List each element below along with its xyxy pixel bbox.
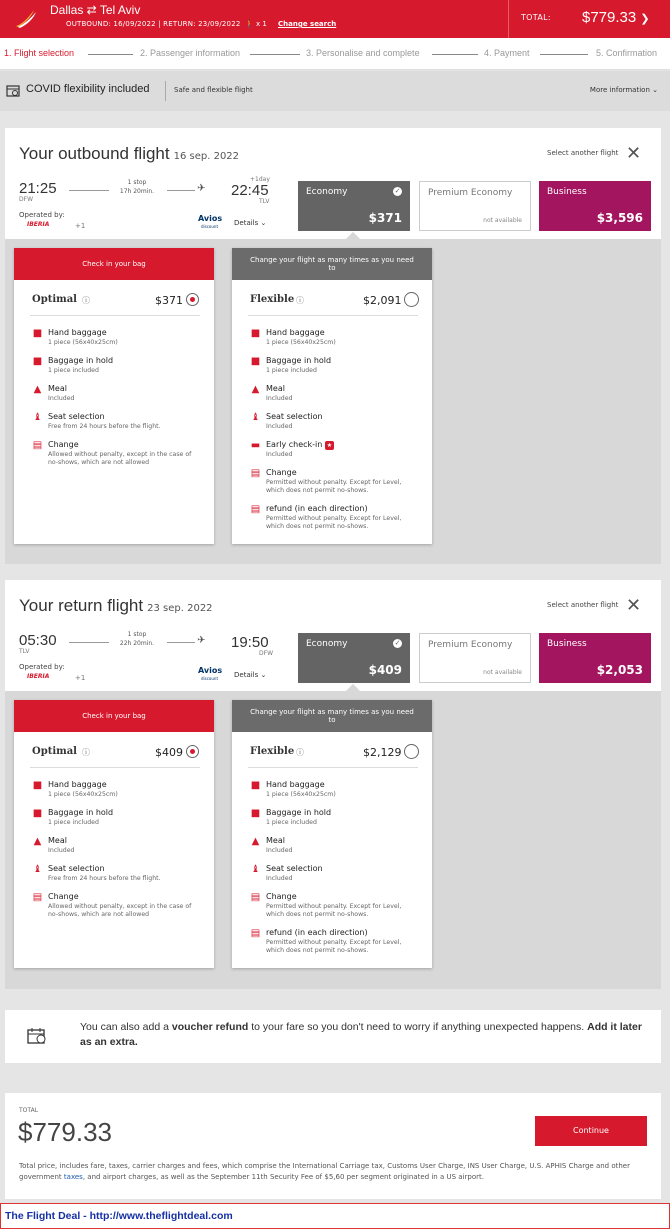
step-connector [432, 54, 478, 55]
outbound-title [19, 144, 239, 164]
price-note-post: , and airport charges, as well as the September 11th Security Fee of $5,60 per segment originated in a US airport. [82, 1172, 484, 1181]
taxes-link[interactable]: taxes [63, 1172, 83, 1181]
flexible-option-card[interactable] [232, 248, 432, 544]
details-link[interactable] [234, 671, 266, 679]
close-icon[interactable]: ✕ [626, 595, 642, 616]
hold-baggage-icon: ■ [250, 808, 261, 819]
meal-icon: ▲ [251, 384, 260, 395]
radio-selected[interactable] [186, 293, 199, 306]
add-later-highlight: Add it later as an extra. [80, 1021, 642, 1049]
voucher-text-pre: You can also add a [80, 1021, 172, 1033]
info-icon[interactable]: ⓘ [82, 296, 90, 305]
change-search-link[interactable]: Change search [278, 20, 337, 28]
early-checkin-icon: ▬ [250, 440, 261, 451]
footer-text[interactable]: The Flight Deal - http://www.theflightdeal.com [5, 1210, 233, 1222]
feature-title: Baggage in hold [48, 808, 114, 817]
feature-sub: Included [266, 395, 293, 402]
check-icon: ✓ [394, 639, 401, 647]
fare-business[interactable] [539, 181, 651, 231]
fare-name: Business [547, 187, 587, 197]
feature-title: Hand baggage [266, 780, 325, 789]
option-name: Flexible [250, 294, 295, 305]
fare-economy[interactable] [298, 181, 410, 231]
fare-price: $409 [368, 663, 402, 677]
passenger-count [245, 20, 267, 28]
option-banner: Change your flight as many times as you need to [232, 248, 432, 280]
option-name: Optimal [32, 746, 77, 757]
hand-baggage-icon: ■ [32, 780, 43, 791]
avios-logo: Avios [198, 666, 223, 675]
change-calendar-icon: ▤ [32, 440, 43, 451]
voucher-refund-banner [5, 1010, 661, 1063]
step-personalise: 3. Personalise and complete [306, 48, 420, 58]
fare-name: Economy [306, 639, 348, 649]
footer-banner [0, 1203, 670, 1229]
feature-sub: 1 piece (56x40x25cm) [266, 791, 336, 798]
feature-sub: Permitted without penalty. Except for Level, which does not permit no-shows. [266, 479, 402, 495]
feature-title: Hand baggage [48, 780, 107, 789]
covid-divider [165, 81, 166, 101]
return-date: 23 sep. 2022 [147, 603, 213, 614]
calendar-icon [6, 84, 20, 97]
option-name: Flexible [250, 746, 295, 757]
outbound-flight-card [5, 128, 661, 239]
step-flight-selection: 1. Flight selection [4, 48, 75, 58]
details-label: Details [234, 671, 259, 679]
feature-title: Seat selection [48, 864, 105, 873]
feature-sub: Free from 24 hours before the flight. [48, 875, 161, 882]
refund-calendar-icon: ▤ [250, 928, 261, 939]
change-calendar-icon: ▤ [32, 892, 43, 903]
return-fare-options [5, 691, 661, 989]
feature-sub: Permitted without penalty. Except for Level, which does not permit no-shows. [266, 939, 402, 955]
total-section [5, 1093, 661, 1199]
duration: 22h 20min. [119, 640, 155, 647]
feature-title: Change [266, 892, 297, 901]
radio-selected[interactable] [186, 745, 199, 758]
option-name: Optimal [32, 294, 77, 305]
fare-price: not available [483, 217, 522, 224]
meal-icon: ▲ [251, 836, 260, 847]
optimal-option-card[interactable] [14, 248, 214, 544]
seat-icon: ♝ [33, 412, 42, 423]
feature-title: Baggage in hold [266, 808, 332, 817]
carrier-more: +1 [75, 222, 86, 230]
trip-dates: OUTBOUND: 16/09/2022 | RETURN: 23/09/2022 [66, 20, 241, 28]
iberia-logo [12, 6, 40, 30]
fare-name: Economy [306, 187, 348, 197]
feature-title [266, 440, 334, 450]
outbound-title-text: Your outbound flight [19, 144, 170, 163]
feature-sub: 1 piece (56x40x25cm) [48, 791, 118, 798]
feature-sub: Allowed without penalty, except in the case of no-shows, which are not allowed [48, 451, 192, 467]
fare-price: $2,053 [596, 663, 643, 677]
arrival-code: DFW [259, 650, 274, 657]
hand-baggage-icon: ■ [32, 328, 43, 339]
feature-title: Change [48, 892, 79, 901]
divider [248, 315, 418, 316]
feature-title: Hand baggage [48, 328, 107, 337]
feature-sub: Free from 24 hours before the flight. [48, 423, 161, 430]
step-connector [88, 54, 133, 55]
feature-title: refund (in each direction) [266, 504, 368, 513]
departure-time: 21:25 [19, 180, 57, 197]
fare-name: Premium Economy [428, 188, 513, 198]
feature-title: Seat selection [266, 864, 323, 873]
total-price: $779.33 [18, 1117, 112, 1147]
option-price: $2,091 [363, 294, 402, 307]
chevron-down-icon: ⌄ [260, 219, 267, 227]
timeline-line [69, 642, 109, 643]
select-another-flight-link[interactable]: Select another flight [547, 149, 619, 157]
carrier-more: +1 [75, 674, 86, 682]
option-banner: Change your flight as many times as you need to [232, 700, 432, 732]
avios-discount: discount [201, 224, 219, 229]
timeline-line [167, 190, 195, 191]
hold-baggage-icon: ■ [250, 356, 261, 367]
hand-baggage-icon: ■ [250, 328, 261, 339]
fare-economy[interactable] [298, 633, 410, 683]
iberia-carrier-logo: IBERIA [27, 221, 50, 228]
voucher-text [80, 1020, 650, 1050]
total-label: TOTAL: [521, 13, 551, 22]
step-payment: 4. Payment [484, 48, 530, 58]
feature-sub: 1 piece included [266, 367, 317, 374]
divider [30, 767, 200, 768]
option-banner: Check in your bag [14, 700, 214, 732]
feature-sub: Included [266, 847, 293, 854]
feature-title: Meal [48, 836, 67, 845]
hold-baggage-icon: ■ [32, 808, 43, 819]
option-price: $2,129 [363, 746, 402, 759]
meal-icon: ▲ [33, 384, 42, 395]
change-calendar-icon: ▤ [250, 468, 261, 479]
feature-title: refund (in each direction) [266, 928, 368, 937]
feature-sub: 1 piece included [48, 819, 99, 826]
option-price: $371 [155, 294, 183, 307]
total-value-text: $779.33 [582, 9, 637, 26]
feature-title: Change [266, 468, 297, 477]
voucher-refund-highlight: voucher refund [171, 1021, 249, 1033]
departure-code: TLV [19, 648, 30, 655]
covid-title: COVID flexibility included [26, 83, 150, 95]
feature-sub: Included [48, 395, 75, 402]
seat-icon: ♝ [251, 864, 260, 875]
feature-title: Baggage in hold [48, 356, 114, 365]
fare-price: $3,596 [596, 211, 643, 225]
plane-icon: ✈ [197, 183, 206, 194]
info-icon[interactable]: ⓘ [296, 296, 304, 305]
price-note-pre: Total price, includes fare, taxes, carrier charges and fees, which comprise the International Carriage tax, Customs User Charge, INS User Charge, U.S. APHIS Charge and other government [19, 1162, 630, 1181]
feature-sub: Included [266, 875, 293, 882]
feature-title: Seat selection [266, 412, 323, 421]
departure-code: DFW [19, 196, 34, 203]
calendar-clock-icon [27, 1027, 47, 1045]
info-icon[interactable]: ⓘ [296, 748, 304, 757]
feature-title: Change [48, 440, 79, 449]
top-header [0, 0, 670, 38]
optimal-option-card[interactable] [14, 700, 214, 968]
check-icon: ✓ [394, 187, 401, 195]
hand-baggage-icon: ■ [250, 780, 261, 791]
fare-name: Business [547, 639, 587, 649]
feature-title: Meal [266, 384, 285, 393]
step-confirmation: 5. Confirmation [596, 48, 658, 58]
passenger-count-value: x 1 [255, 20, 267, 28]
step-connector [540, 54, 588, 55]
step-connector [250, 54, 300, 55]
avios-logo: Avios [198, 214, 223, 223]
fare-price: not available [483, 669, 522, 676]
change-calendar-icon: ▤ [250, 892, 261, 903]
star-badge-icon: ★ [326, 442, 333, 449]
operated-by: Operated by: [19, 211, 65, 219]
feature-sub: Included [266, 451, 293, 458]
return-title-text: Your return flight [19, 596, 144, 615]
select-another-flight-link[interactable]: Select another flight [547, 601, 619, 609]
close-icon[interactable]: ✕ [626, 143, 642, 164]
iberia-carrier-logo: IBERIA [27, 673, 50, 680]
feature-sub: 1 piece included [48, 367, 99, 374]
chevron-down-icon: ⌄ [652, 86, 658, 94]
info-icon[interactable]: ⓘ [82, 748, 90, 757]
hold-baggage-icon: ■ [32, 356, 43, 367]
feature-sub: Included [48, 847, 75, 854]
price-note [19, 1161, 649, 1183]
header-divider [508, 0, 509, 38]
fare-premium-economy [419, 181, 531, 231]
duration: 17h 20min. [119, 188, 155, 195]
divider [30, 315, 200, 316]
voucher-text-mid: to your fare so you don't need to worry if anything unexpected happens. [248, 1021, 588, 1033]
step-passenger-information: 2. Passenger information [140, 48, 241, 58]
timeline-line [167, 642, 195, 643]
fare-business[interactable] [539, 633, 651, 683]
arrival-code: TLV [259, 198, 270, 205]
feature-title-text: Early check-in [266, 440, 323, 449]
feature-sub: Allowed without penalty, except in the case of no-shows, which are not allowed [48, 903, 192, 919]
chevron-down-icon: ⌄ [260, 671, 267, 679]
divider [248, 767, 418, 768]
seat-icon: ♝ [251, 412, 260, 423]
plane-icon: ✈ [197, 635, 206, 646]
return-title [19, 596, 213, 616]
feature-sub: Permitted without penalty. Except for Level, which does not permit no-shows. [266, 515, 402, 531]
covid-banner [0, 71, 670, 111]
departure-time: 05:30 [19, 632, 57, 649]
person-icon: 🚶 [245, 20, 254, 28]
feature-title: Meal [48, 384, 67, 393]
total-value[interactable] [582, 9, 650, 26]
more-information-label: More information [589, 86, 650, 94]
outbound-date: 16 sep. 2022 [173, 151, 240, 162]
radio-unselected[interactable] [404, 292, 419, 307]
covid-subtitle: Safe and flexible flight [174, 86, 253, 94]
stops: 1 stop [127, 631, 147, 638]
feature-title: Seat selection [48, 412, 105, 421]
outbound-fare-options [5, 239, 661, 564]
feature-sub: Included [266, 423, 293, 430]
feature-title: Meal [266, 836, 285, 845]
feature-title: Baggage in hold [266, 356, 332, 365]
refund-calendar-icon: ▤ [250, 504, 261, 515]
route-title: Dallas ⇄ Tel Aviv [50, 3, 141, 17]
avios-discount: discount [201, 676, 219, 681]
operated-by: Operated by: [19, 663, 65, 671]
timeline-line [69, 190, 109, 191]
arrival-time: 22:45 [231, 182, 269, 199]
feature-sub: 1 piece included [266, 819, 317, 826]
feature-sub: Permitted without penalty. Except for Level, which does not permit no-shows. [266, 903, 402, 919]
fare-name: Premium Economy [428, 640, 513, 650]
details-link[interactable] [234, 219, 266, 227]
fare-price: $371 [368, 211, 402, 225]
radio-unselected[interactable] [404, 744, 419, 759]
feature-sub: 1 piece (56x40x25cm) [266, 339, 336, 346]
arrival-time: 19:50 [231, 634, 269, 651]
fare-premium-economy [419, 633, 531, 683]
flexible-option-card[interactable] [232, 700, 432, 968]
continue-button[interactable]: Continue [535, 1116, 647, 1146]
stops: 1 stop [127, 179, 147, 186]
progress-steps [0, 38, 670, 70]
return-flight-card [5, 580, 661, 691]
option-banner: Check in your bag [14, 248, 214, 280]
seat-icon: ♝ [33, 864, 42, 875]
total-label: TOTAL [19, 1107, 39, 1114]
more-information-link[interactable] [590, 86, 658, 94]
plus-day: +1day [250, 176, 270, 183]
option-price: $409 [155, 746, 183, 759]
feature-sub: 1 piece (56x40x25cm) [48, 339, 118, 346]
details-label: Details [234, 219, 259, 227]
meal-icon: ▲ [33, 836, 42, 847]
feature-title: Hand baggage [266, 328, 325, 337]
chevron-down-icon: ❯ [640, 13, 650, 25]
